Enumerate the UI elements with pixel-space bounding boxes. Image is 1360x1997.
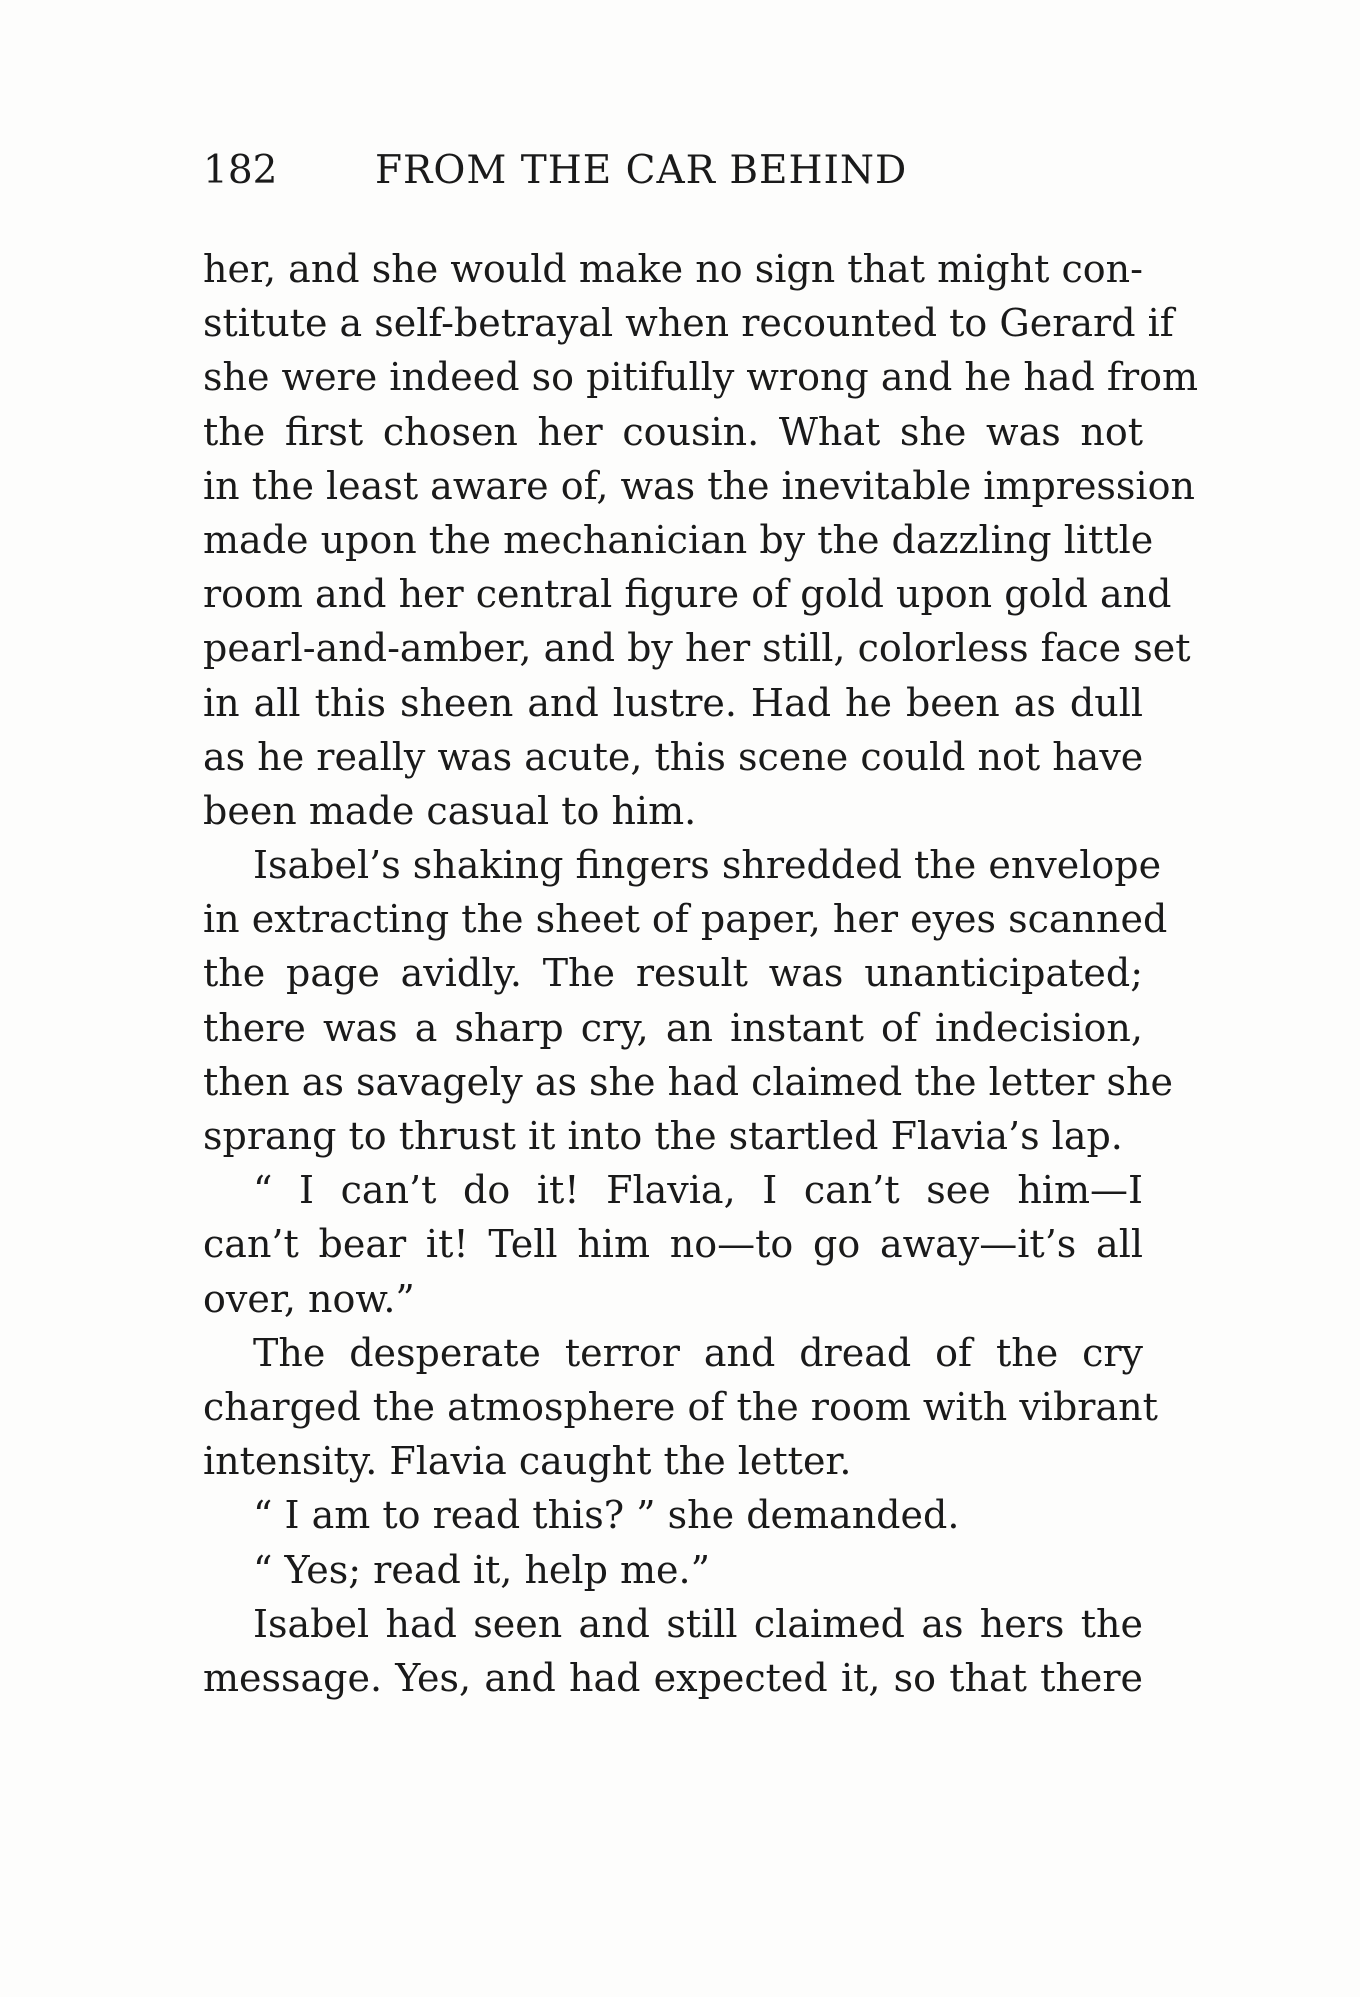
text-line: Isabel’s shaking fingers shredded the envelope: [253, 843, 1162, 888]
text-line: over, now.”: [203, 1276, 415, 1321]
text-line: “ I can’t do it! Flavia, I can’t see him—I: [253, 1168, 1143, 1213]
text-line: charged the atmosphere of the room with vibrant: [203, 1384, 1158, 1429]
text-line: in all this sheen and lustre. Had he been as dull: [203, 680, 1143, 725]
text-line: as he really was acute, this scene could not have: [203, 734, 1144, 779]
text-line: can’t bear it! Tell him no—to go away—it’s all: [203, 1222, 1143, 1267]
text-line: room and her central figure of gold upon gold and: [203, 572, 1172, 617]
text-line: made upon the mechanician by the dazzling little: [203, 517, 1154, 562]
text-line: “ Yes; read it, help me.”: [253, 1547, 711, 1592]
text-line: “ I am to read this? ” she demanded.: [253, 1493, 960, 1538]
running-title: FROM THE CAR BEHIND: [375, 148, 908, 193]
text-line: she were indeed so pitifully wrong and he had from: [203, 355, 1199, 400]
text-line: her, and she would make no sign that might con-: [203, 247, 1143, 291]
body-text: [203, 242, 1199, 1705]
text-line: then as savagely as she had claimed the letter she: [203, 1059, 1173, 1104]
text-line: message. Yes, and had expected it, so that there: [203, 1655, 1143, 1700]
text-line: stitute a self-betrayal when recounted to Gerard if: [203, 301, 1174, 346]
text-line: pearl-and-amber, and by her still, colorless face set: [203, 626, 1191, 671]
text-line: intensity. Flavia caught the letter.: [203, 1439, 852, 1484]
running-head: [203, 148, 963, 198]
text-line: there was a sharp cry, an instant of indecision,: [203, 1005, 1143, 1050]
text-line: in extracting the sheet of paper, her eyes scanned: [203, 897, 1168, 942]
text-line: sprang to thrust it into the startled Flavia’s lap.: [203, 1114, 1123, 1158]
text-line: in the least aware of, was the inevitable impression: [203, 463, 1195, 508]
text-line: Isabel had seen and still claimed as hers the: [253, 1601, 1143, 1646]
text-line: the page avidly. The result was unanticipated;: [203, 951, 1143, 996]
page-number: 182: [203, 148, 278, 193]
text-line: The desperate terror and dread of the cry: [253, 1330, 1143, 1375]
text-line: the first chosen her cousin. What she was not: [203, 409, 1143, 454]
text-line: been made casual to him.: [203, 788, 697, 833]
